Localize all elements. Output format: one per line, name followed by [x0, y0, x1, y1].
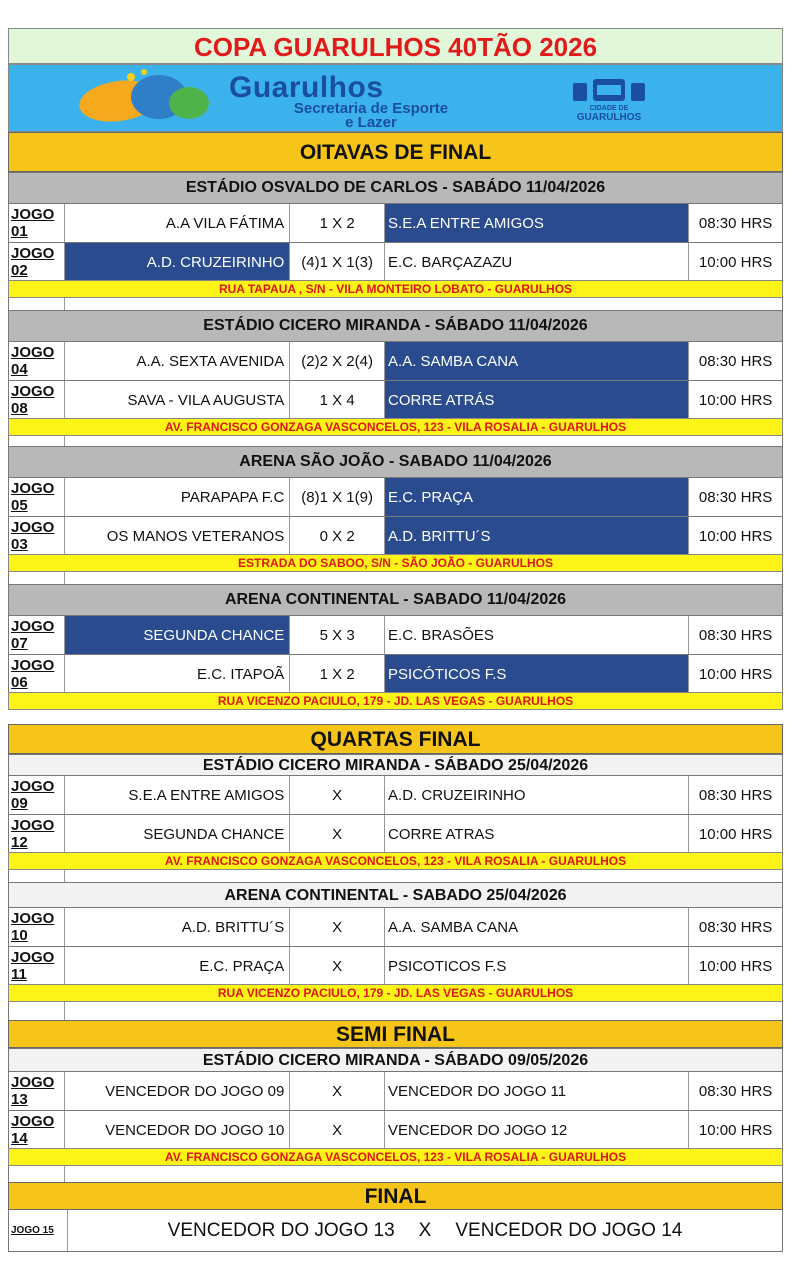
venue-address: AV. FRANCISCO GONZAGA VASCONCELOS, 123 - VILA ROSALIA - GUARULHOS [8, 418, 783, 436]
table-row [8, 616, 783, 655]
row-spacer [8, 436, 783, 446]
kickoff-time: 08:30 HRS [698, 786, 773, 804]
home-team: E.C. ITAPOÃ [65, 655, 290, 693]
venue-address: RUA TAPAUA , S/N - VILA MONTEIRO LOBATO - GUARULHOS [8, 280, 783, 298]
crest-text-top: CIDADE DE [589, 105, 629, 112]
score: X [290, 947, 385, 985]
score: X [290, 815, 385, 853]
home-team: VENCEDOR DO JOGO 09 [65, 1072, 290, 1110]
game-number: JOGO 03 [9, 517, 65, 555]
games-table [8, 342, 783, 420]
table-row [8, 478, 783, 517]
kickoff-time: 10:00 HRS [698, 391, 773, 409]
table-row [8, 381, 783, 420]
kickoff-time: 08:30 HRS [698, 918, 773, 936]
game-number: JOGO 12 [9, 815, 65, 853]
away-team: PSICOTICOS F.S [385, 947, 689, 985]
venue-address: AV. FRANCISCO GONZAGA VASCONCELOS, 123 - VILA ROSALIA - GUARULHOS [8, 1148, 783, 1166]
row-spacer [8, 870, 783, 882]
home-team: E.C. PRAÇA [65, 947, 290, 985]
home-team: A.D. CRUZEIRINHO [65, 243, 290, 281]
home-team: PARAPAPA F.C [65, 478, 290, 516]
game-number: JOGO 09 [9, 776, 65, 814]
games-table [8, 616, 783, 694]
row-spacer [8, 298, 783, 310]
home-team: S.E.A ENTRE AMIGOS [65, 776, 290, 814]
home-team: VENCEDOR DO JOGO 10 [65, 1111, 290, 1149]
row-spacer [8, 572, 783, 584]
score: X [290, 908, 385, 946]
final-away-team: VENCEDOR DO JOGO 14 [455, 1219, 683, 1241]
venue-header: ESTÁDIO OSVALDO DE CARLOS - SABÁDO 11/04/2026 [8, 172, 783, 204]
home-team: A.A VILA FÁTIMA [65, 204, 290, 242]
game-number: JOGO 07 [9, 616, 65, 654]
score: (2)2 X 2(4) [290, 342, 385, 380]
away-team: S.E.A ENTRE AMIGOS [385, 204, 689, 242]
kickoff-time: 10:00 HRS [698, 1121, 773, 1139]
score: 5 X 3 [290, 616, 385, 654]
row-spacer [8, 1002, 783, 1020]
sponsor-banner [8, 64, 783, 132]
table-row [8, 342, 783, 381]
kickoff-time: 10:00 HRS [698, 825, 773, 843]
away-team: CORRE ATRÁS [385, 381, 689, 419]
game-number: JOGO 15 [9, 1210, 68, 1251]
table-row [8, 655, 783, 694]
venue-address: ESTRADA DO SABOO, S/N - SÃO JOÃO - GUARULHOS [8, 554, 783, 572]
games-table [8, 478, 783, 556]
home-team: SAVA - VILA AUGUSTA [65, 381, 290, 419]
final-row [8, 1210, 783, 1252]
game-number: JOGO 10 [9, 908, 65, 946]
phase-header-quartas: QUARTAS FINAL [8, 724, 783, 754]
score: (8)1 X 1(9) [290, 478, 385, 516]
final-matchup [68, 1210, 782, 1251]
game-number: JOGO 08 [9, 381, 65, 419]
games-table [8, 204, 783, 282]
kickoff-time: 08:30 HRS [698, 626, 773, 644]
kickoff-time: 10:00 HRS [698, 253, 773, 271]
table-row [8, 204, 783, 243]
score: (4)1 X 1(3) [290, 243, 385, 281]
home-team: SEGUNDA CHANCE [65, 616, 290, 654]
away-team: VENCEDOR DO JOGO 11 [385, 1072, 689, 1110]
home-team: A.D. BRITTU´S [65, 908, 290, 946]
away-team: VENCEDOR DO JOGO 12 [385, 1111, 689, 1149]
away-team: PSICÓTICOS F.S [385, 655, 689, 693]
score: X [290, 776, 385, 814]
games-table [8, 1072, 783, 1150]
away-team: CORRE ATRAS [385, 815, 689, 853]
table-row [8, 1072, 783, 1111]
game-number: JOGO 14 [9, 1111, 65, 1149]
away-team: E.C. BRASÕES [385, 616, 689, 654]
row-spacer [8, 1166, 783, 1182]
brand-name: Guarulhos [229, 71, 384, 104]
final-home-team: VENCEDOR DO JOGO 13 [167, 1219, 395, 1241]
table-row [8, 815, 783, 854]
home-team: SEGUNDA CHANCE [65, 815, 290, 853]
score: 1 X 2 [290, 204, 385, 242]
score: X [290, 1111, 385, 1149]
phase-header-final: FINAL [8, 1182, 783, 1210]
kickoff-time: 08:30 HRS [698, 214, 773, 232]
table-row [8, 517, 783, 556]
brand-subtitle [235, 102, 507, 130]
venue-header: ESTÁDIO CICERO MIRANDA - SÁBADO 09/05/2026 [8, 1048, 783, 1072]
kickoff-time: 10:00 HRS [698, 665, 773, 683]
games-table [8, 776, 783, 854]
away-team: A.A. SAMBA CANA [385, 908, 689, 946]
away-team: E.C. PRAÇA [385, 478, 689, 516]
crest-text-bottom: GUARULHOS [576, 112, 642, 123]
score: X [290, 1072, 385, 1110]
game-number: JOGO 04 [9, 342, 65, 380]
kickoff-time: 08:30 HRS [698, 352, 773, 370]
venue-header: ESTÁDIO CICERO MIRANDA - SÁBADO 25/04/2026 [8, 754, 783, 776]
page-title: COPA GUARULHOS 40TÃO 2026 [8, 28, 783, 64]
away-team: A.D. CRUZEIRINHO [385, 776, 689, 814]
game-number: JOGO 01 [9, 204, 65, 242]
venue-header: ARENA CONTINENTAL - SABADO 11/04/2026 [8, 584, 783, 616]
home-team: A.A. SEXTA AVENIDA [65, 342, 290, 380]
kickoff-time: 08:30 HRS [698, 488, 773, 506]
score: 1 X 2 [290, 655, 385, 693]
phase-header-semi: SEMI FINAL [8, 1020, 783, 1048]
games-table [8, 908, 783, 986]
table-row [8, 1111, 783, 1150]
table-row [8, 243, 783, 282]
table-row [8, 908, 783, 947]
game-number: JOGO 13 [9, 1072, 65, 1110]
venue-header: ESTÁDIO CICERO MIRANDA - SÁBADO 11/04/2026 [8, 310, 783, 342]
away-team: E.C. BARÇAZAZU [385, 243, 689, 281]
game-number: JOGO 02 [9, 243, 65, 281]
kickoff-time: 10:00 HRS [698, 527, 773, 545]
game-number: JOGO 05 [9, 478, 65, 516]
game-number: JOGO 06 [9, 655, 65, 693]
table-row [8, 947, 783, 986]
final-vs: X [418, 1219, 432, 1241]
venue-header: ARENA CONTINENTAL - SABADO 25/04/2026 [8, 882, 783, 908]
venue-address: RUA VICENZO PACIULO, 179 - JD. LAS VEGAS - GUARULHOS [8, 984, 783, 1002]
city-crest-icon [557, 75, 661, 123]
score: 0 X 2 [290, 517, 385, 555]
score: 1 X 4 [290, 381, 385, 419]
venue-address: RUA VICENZO PACIULO, 179 - JD. LAS VEGAS - GUARULHOS [8, 692, 783, 710]
brand-subtitle-line2: e Lazer [345, 114, 397, 131]
game-number: JOGO 11 [9, 947, 65, 985]
away-team: A.D. BRITTU´S [385, 517, 689, 555]
kickoff-time: 10:00 HRS [698, 957, 773, 975]
venue-address: AV. FRANCISCO GONZAGA VASCONCELOS, 123 - VILA ROSALIA - GUARULHOS [8, 852, 783, 870]
home-team: OS MANOS VETERANOS [65, 517, 290, 555]
kickoff-time: 08:30 HRS [698, 1082, 773, 1100]
away-team: A.A. SAMBA CANA [385, 342, 689, 380]
phase-header-oitavas: OITAVAS DE FINAL [8, 132, 783, 172]
table-row [8, 776, 783, 815]
brand-subtitle-line1: Secretaria de Esporte [293, 100, 449, 117]
venue-header: ARENA SÃO JOÃO - SABADO 11/04/2026 [8, 446, 783, 478]
